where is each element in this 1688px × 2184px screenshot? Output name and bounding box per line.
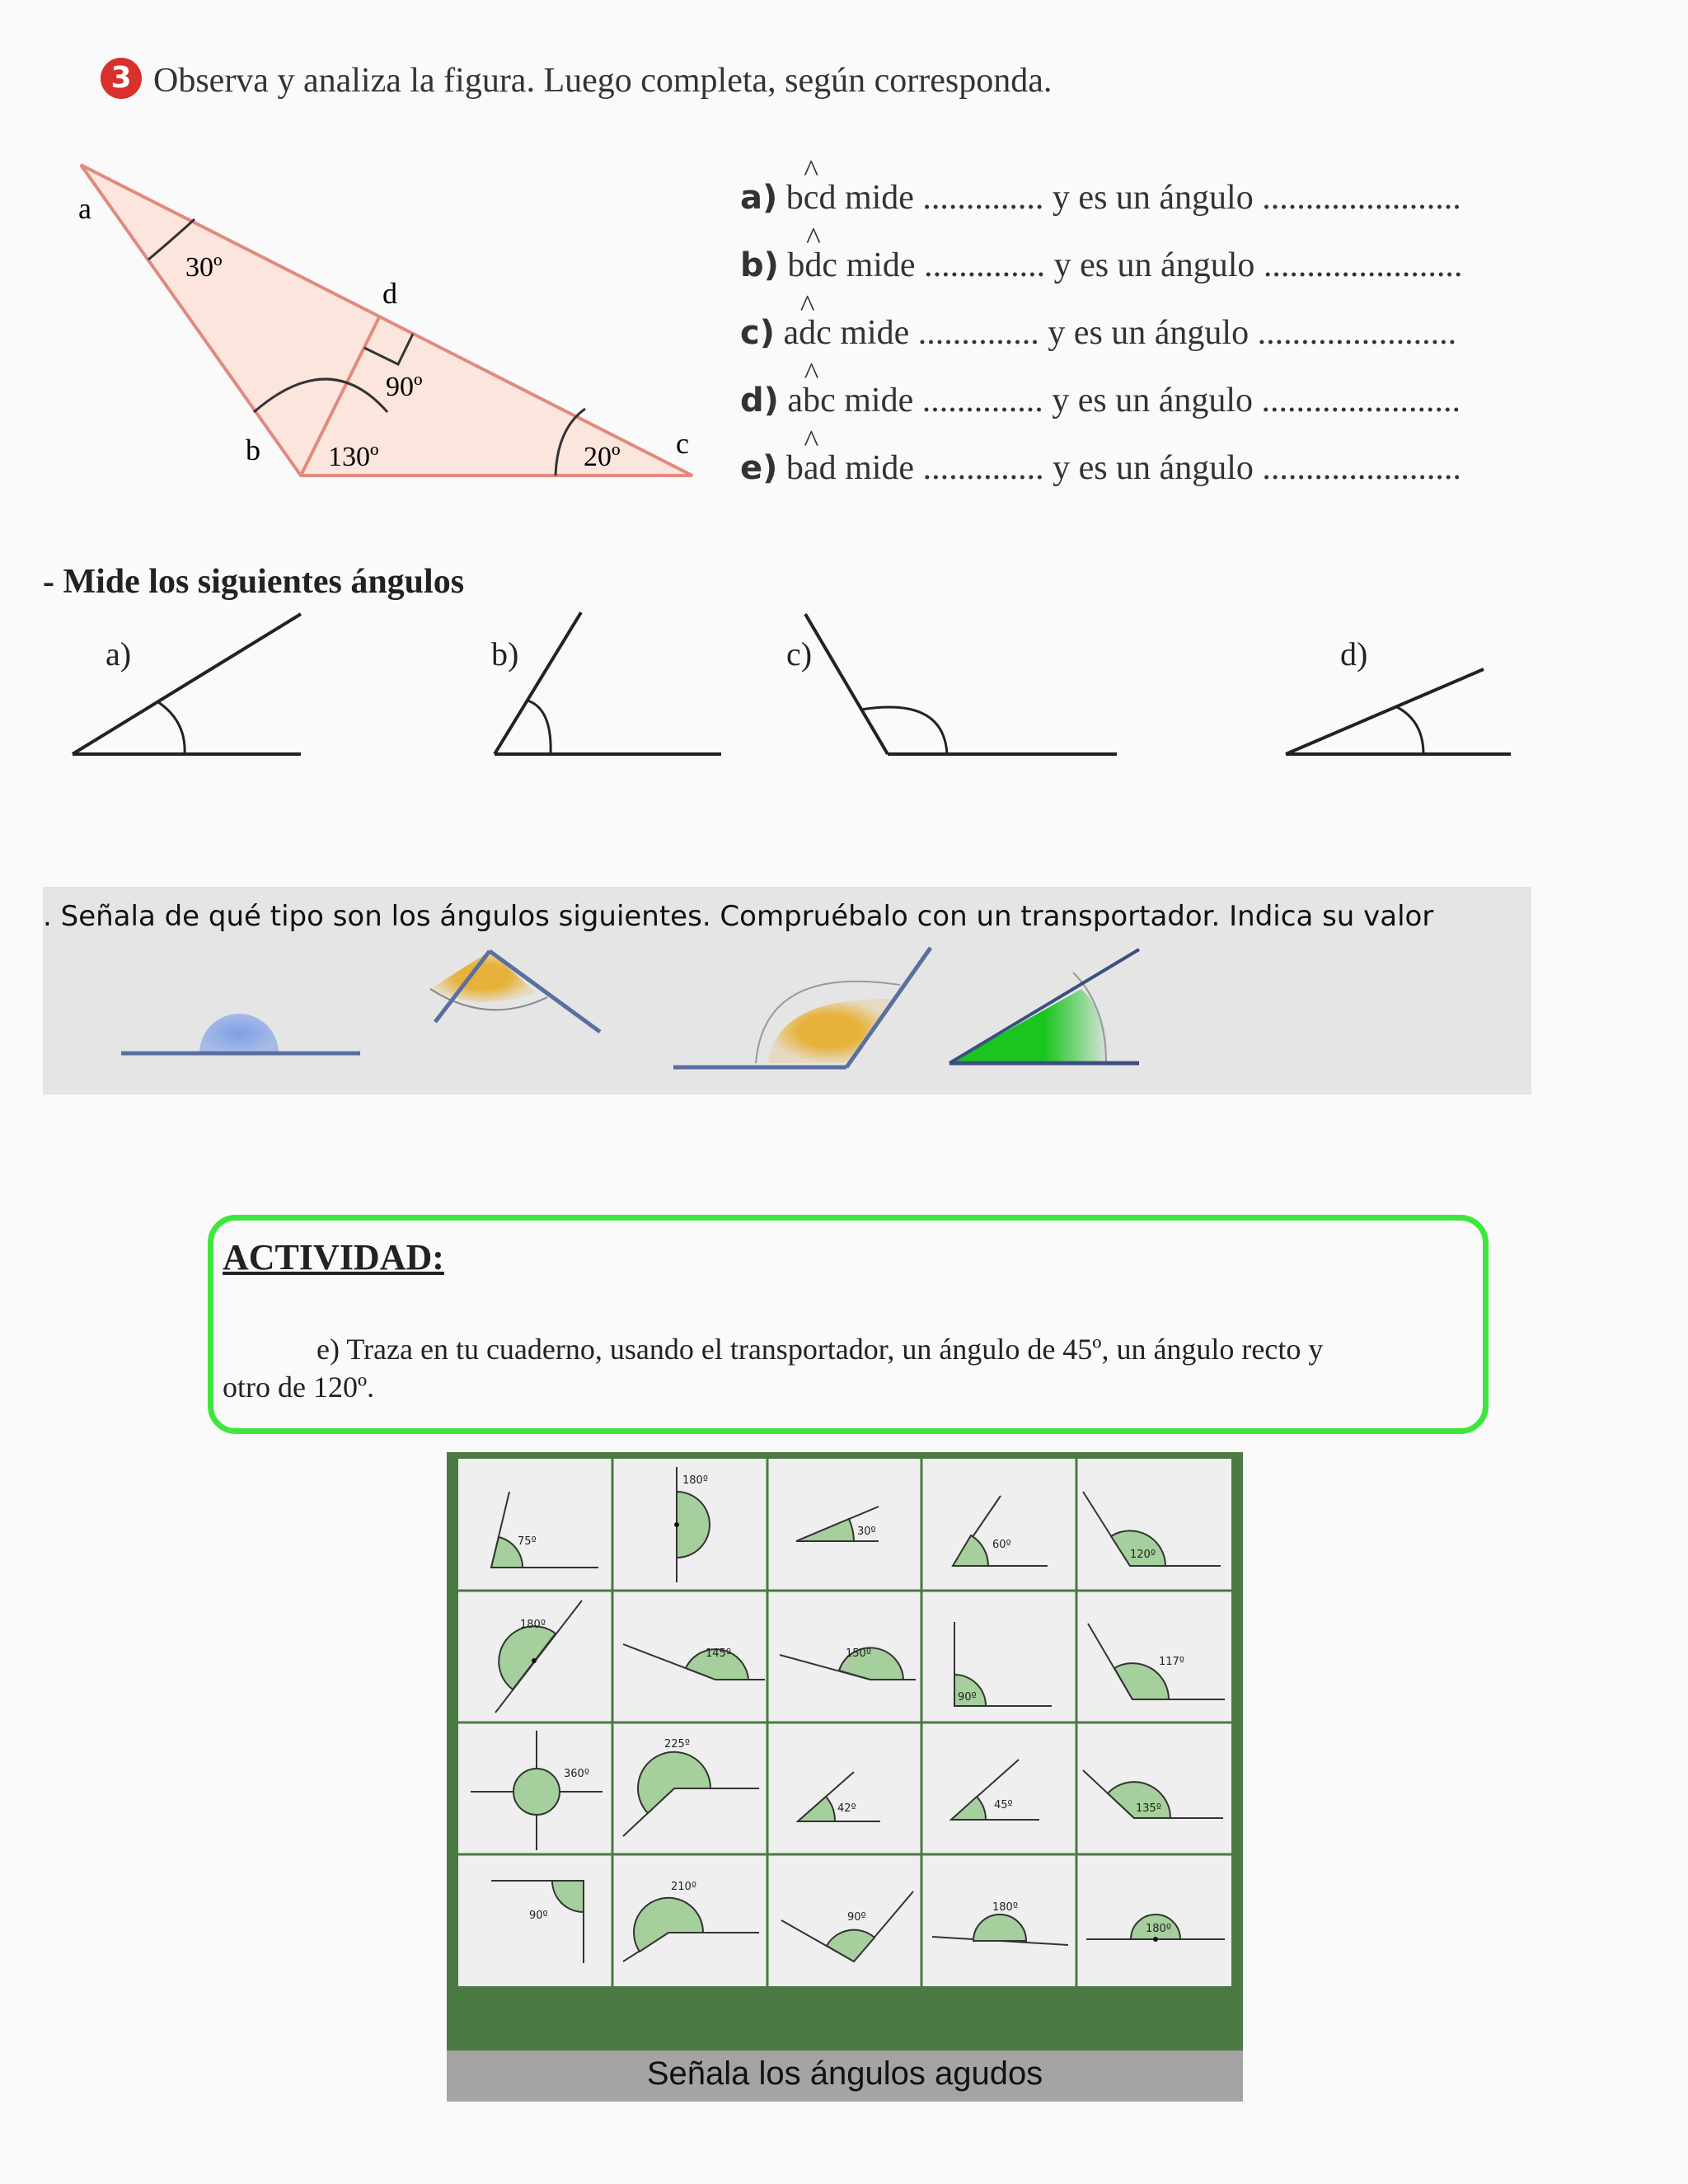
grid-angle-3-3[interactable] xyxy=(798,1772,880,1821)
svg-text:180º: 180º xyxy=(1146,1923,1171,1935)
measure-angle-b xyxy=(486,606,734,762)
grid-angle-3-2[interactable] xyxy=(623,1738,759,1836)
grid-angle-1-2[interactable] xyxy=(674,1467,710,1582)
acute-angle-green xyxy=(950,949,1139,1063)
grid-angle-3-5[interactable] xyxy=(1083,1770,1223,1818)
angle-vertex: ^ c xyxy=(804,178,819,218)
svg-text:42º: 42º xyxy=(837,1802,856,1815)
triangle-shape xyxy=(81,165,692,476)
angle-letter-3: c xyxy=(816,314,832,352)
triangle-figure xyxy=(66,148,717,503)
acute-angle-yellow xyxy=(430,951,600,1032)
angle-letter-3: d xyxy=(818,449,837,487)
grid-angle-2-5[interactable] xyxy=(1088,1624,1225,1699)
svg-text:45º: 45º xyxy=(994,1799,1013,1811)
question-e xyxy=(740,448,1461,488)
mide-text: mide xyxy=(831,314,918,352)
grid-angle-2-4[interactable] xyxy=(954,1622,1052,1706)
angle-letter-1: b xyxy=(787,246,805,284)
grid-angle-1-1[interactable] xyxy=(491,1492,598,1568)
svg-text:150º: 150º xyxy=(846,1647,871,1660)
angle-letter-3: d xyxy=(818,179,837,217)
blank-type: ....................... xyxy=(1262,179,1461,217)
angle-label-130: 130º xyxy=(328,442,379,472)
angle-name xyxy=(786,449,837,487)
mide-text: mide xyxy=(835,382,922,419)
angle-vertex: ^ d xyxy=(799,313,816,353)
blank-type: ....................... xyxy=(1262,449,1461,487)
svg-text:60º: 60º xyxy=(992,1539,1011,1551)
blank-measure: .............. xyxy=(922,179,1044,217)
svg-text:180º: 180º xyxy=(682,1474,708,1487)
svg-text:180º: 180º xyxy=(992,1901,1018,1914)
mide-text: mide xyxy=(836,449,923,487)
actividad-title: ACTIVIDAD: xyxy=(223,1237,444,1277)
svg-text:90º: 90º xyxy=(847,1911,866,1924)
mide-text: mide xyxy=(836,179,923,217)
grid-angle-2-1[interactable] xyxy=(495,1601,582,1713)
angle-c-label: c) xyxy=(786,635,813,673)
svg-text:180º: 180º xyxy=(520,1619,546,1631)
question-letter: e) xyxy=(740,449,778,487)
grid-angle-1-3[interactable] xyxy=(796,1507,879,1541)
angle-vertex: ^ a xyxy=(804,448,819,488)
question-letter: a) xyxy=(740,179,778,217)
obtuse-angle-yellow xyxy=(673,948,931,1067)
question-d xyxy=(740,381,1461,420)
blank-measure: .............. xyxy=(921,382,1043,419)
angle-name xyxy=(787,246,837,284)
type-text: y es un ángulo xyxy=(1043,449,1263,487)
angle-letter-1: b xyxy=(785,449,804,487)
measure-angle-a xyxy=(66,606,313,762)
svg-text:90º: 90º xyxy=(958,1691,977,1704)
actividad-text-line2: otro de 120º. xyxy=(223,1371,375,1404)
grid-angle-1-4[interactable] xyxy=(953,1496,1048,1566)
angle-letter-3: c xyxy=(820,382,836,419)
vertex-a-label: a xyxy=(78,192,91,225)
angle-label-20: 20º xyxy=(584,442,621,472)
grid-angle-4-2[interactable] xyxy=(623,1881,759,1961)
grid-angle-4-3[interactable] xyxy=(781,1891,913,1961)
grid-angle-4-4[interactable] xyxy=(932,1901,1068,1945)
blank-type: ....................... xyxy=(1257,314,1457,352)
grid-angle-4-1[interactable] xyxy=(491,1881,584,1963)
exercise3-instruction: Observa y analiza la figura. Luego completa, según corresponda. xyxy=(153,62,1053,100)
grid-angle-2-3[interactable] xyxy=(780,1647,916,1680)
svg-text:360º: 360º xyxy=(564,1768,589,1780)
vertex-b-label: b xyxy=(246,434,260,466)
type-text: y es un ángulo xyxy=(1045,246,1264,284)
angle-name xyxy=(786,179,837,217)
vertex-c-label: c xyxy=(676,427,689,460)
exercise-number-badge: 3 xyxy=(101,58,142,99)
svg-text:145º: 145º xyxy=(706,1647,731,1660)
type-text: y es un ángulo xyxy=(1039,314,1258,352)
angle-letter-1: a xyxy=(787,382,804,419)
blank-measure: .............. xyxy=(917,314,1039,352)
mide-text: mide xyxy=(837,246,925,284)
grid-angle-2-2[interactable] xyxy=(623,1644,765,1680)
grid-angle-3-4[interactable] xyxy=(951,1760,1039,1820)
angle-name xyxy=(784,314,832,352)
senala-instruction: . Señala de qué tipo son los ángulos siguientes. Compruébalo con un transportador. Indica su valor xyxy=(43,900,1434,933)
grid-angle-4-5[interactable] xyxy=(1086,1915,1225,1942)
angle-name xyxy=(787,382,835,419)
question-letter: c) xyxy=(740,314,775,352)
angle-letter-3: c xyxy=(822,246,838,284)
angle-d-label: d) xyxy=(1340,635,1368,673)
measure-angle-c xyxy=(795,606,1125,762)
type-text: y es un ángulo xyxy=(1043,179,1263,217)
svg-text:117º: 117º xyxy=(1159,1656,1184,1668)
svg-text:135º: 135º xyxy=(1136,1802,1161,1815)
type-text: y es un ángulo xyxy=(1043,382,1262,419)
angle-vertex: ^ d xyxy=(804,246,822,285)
angle-label-90: 90º xyxy=(386,372,423,402)
grid-angle-1-5[interactable] xyxy=(1083,1492,1221,1566)
svg-text:225º: 225º xyxy=(664,1738,690,1750)
question-b xyxy=(740,246,1462,285)
angle-b-label: b) xyxy=(491,635,519,673)
blank-type: ....................... xyxy=(1261,382,1461,419)
blank-measure: .............. xyxy=(924,246,1046,284)
svg-text:75º: 75º xyxy=(518,1535,537,1548)
svg-text:210º: 210º xyxy=(671,1881,696,1893)
grid-caption: Señala los ángulos agudos xyxy=(646,2055,1043,2092)
angle-letter-1: a xyxy=(783,314,799,352)
blank-type: ....................... xyxy=(1263,246,1463,284)
actividad-text-line1: e) Traza en tu cuaderno, usando el transportador, un ángulo de 45º, un ángulo recto y xyxy=(316,1333,1324,1366)
grid-angle-3-1[interactable] xyxy=(471,1731,603,1850)
mide-section-title: - Mide los siguientes ángulos xyxy=(43,563,465,601)
question-c xyxy=(740,313,1456,353)
question-letter: d) xyxy=(740,382,779,419)
angle-a-label: a) xyxy=(106,635,132,673)
angle-label-30: 30º xyxy=(185,252,223,283)
angles-grid xyxy=(458,1459,1231,1986)
vertex-d-label: d xyxy=(382,277,397,310)
svg-text:30º: 30º xyxy=(857,1526,876,1538)
question-a xyxy=(740,178,1461,218)
svg-text:90º: 90º xyxy=(529,1910,548,1922)
svg-text:120º: 120º xyxy=(1130,1549,1156,1561)
measure-angle-d xyxy=(1282,659,1521,762)
senala-angles xyxy=(43,940,1531,1094)
straight-angle-blue xyxy=(121,1014,360,1053)
blank-measure: .............. xyxy=(922,449,1044,487)
angle-vertex: ^ b xyxy=(803,381,820,420)
question-letter: b) xyxy=(740,246,779,284)
angle-letter-1: b xyxy=(785,179,804,217)
